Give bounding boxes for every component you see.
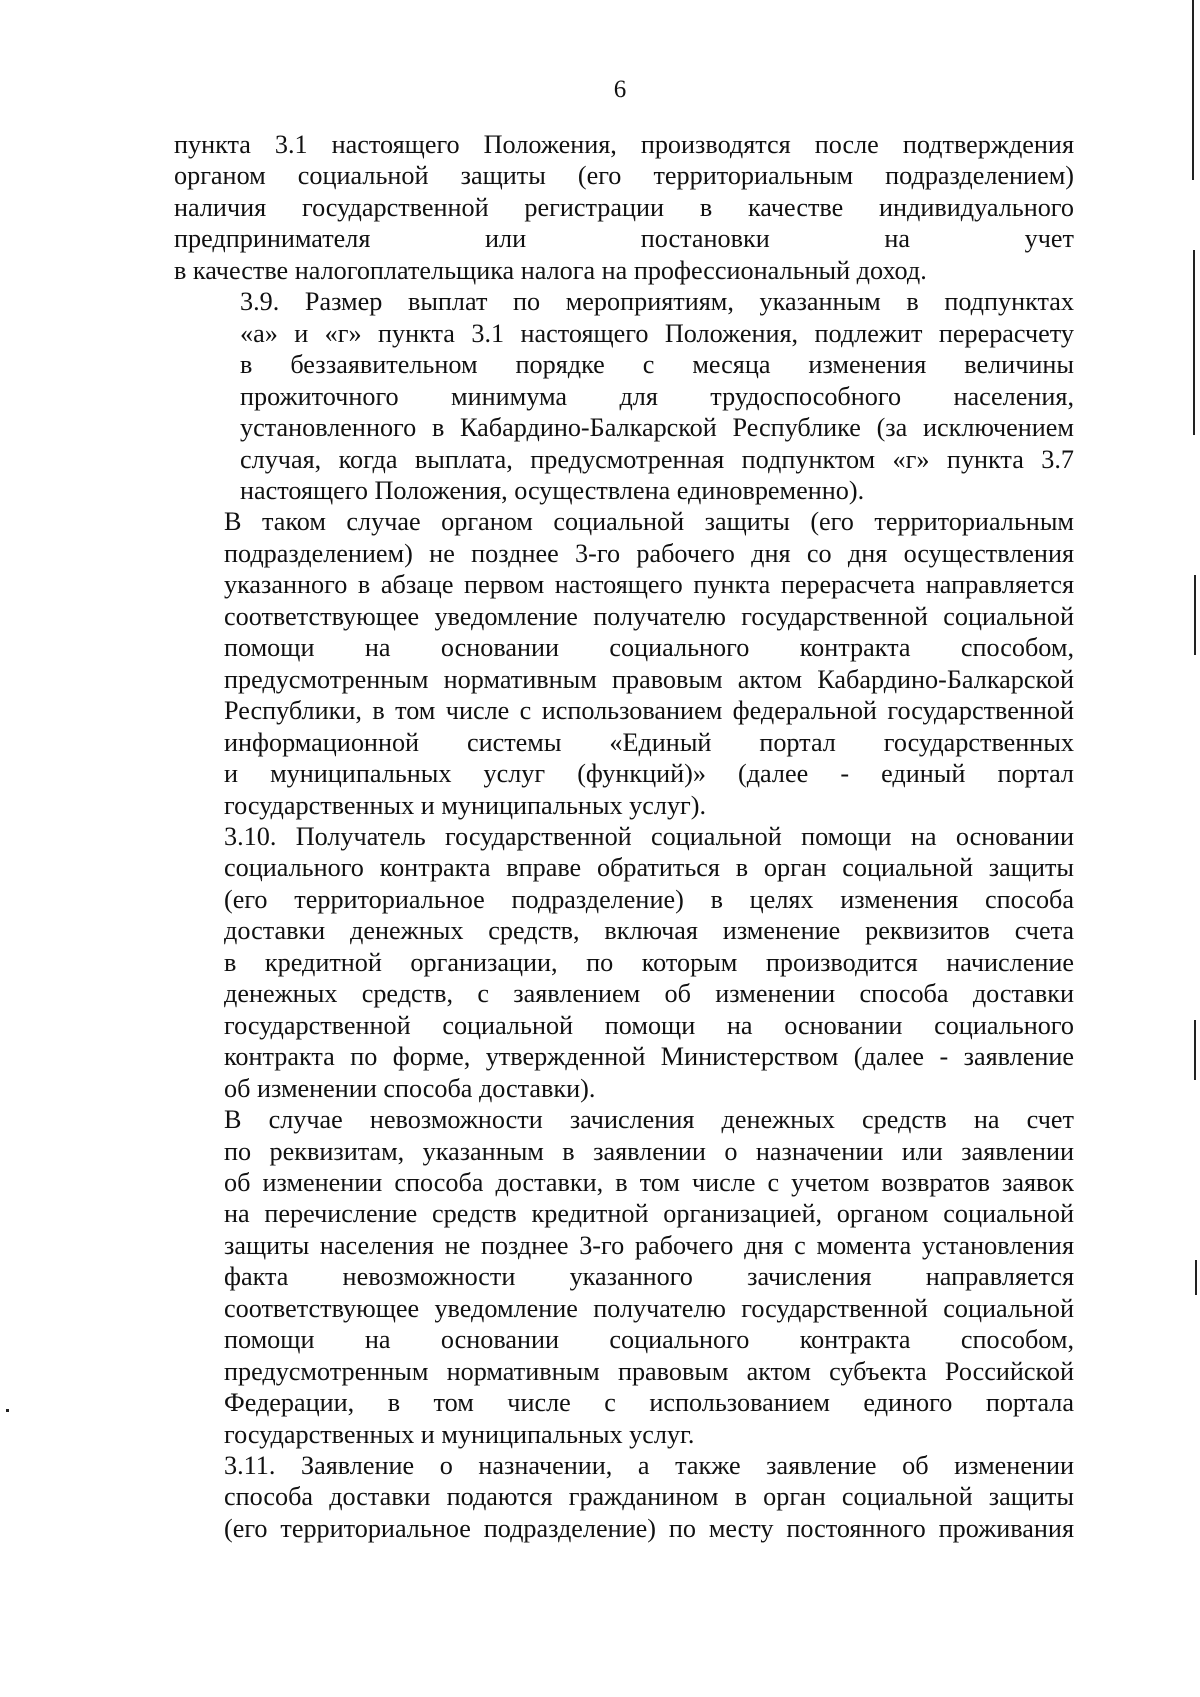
text-line: 3.10. Получатель государственной социальной помощи на основании bbox=[224, 821, 1074, 851]
scan-edge-mark bbox=[1192, 0, 1194, 180]
text-line: 3.11. Заявление о назначении, а также заявление об изменении bbox=[224, 1451, 1074, 1481]
paragraph-p-3-10-impossibility bbox=[174, 1104, 1074, 1450]
page-number: 6 bbox=[613, 76, 627, 103]
text-line: 3.9. Размер выплат по мероприятиям, указанным в подпунктах bbox=[240, 287, 1074, 317]
text-line: предусмотренным нормативным правовым актом Кабардино-Балкарской bbox=[224, 664, 1074, 694]
text-line: наличия государственной регистрации в качестве индивидуального bbox=[174, 192, 1074, 222]
text-line: случая, когда выплата, предусмотренная подпунктом «г» пункта 3.7 bbox=[240, 444, 1074, 474]
paragraph-p-continuation bbox=[174, 129, 1074, 286]
text-line: государственных и муниципальных услуг. bbox=[224, 1419, 695, 1449]
text-line: способа доставки подаются гражданином в орган социальной защиты bbox=[224, 1482, 1074, 1512]
text-line: в качестве налогоплательщика налога на профессиональный доход. bbox=[174, 255, 927, 285]
text-line: об изменении способа доставки). bbox=[224, 1073, 596, 1103]
text-line: денежных средств, с заявлением об изменении способа доставки bbox=[224, 979, 1074, 1009]
text-line: прожиточного минимума для трудоспособного населения, bbox=[240, 381, 1074, 411]
text-line: В таком случае органом социальной защиты (его территориальным bbox=[224, 507, 1074, 537]
text-line: на перечисление средств кредитной организацией, органом социальной bbox=[224, 1199, 1074, 1229]
text-line: информационной системы «Единый портал государственных bbox=[224, 727, 1074, 757]
text-line: помощи на основании социального контракта способом, bbox=[224, 633, 1074, 663]
text-line: контракта по форме, утвержденной Министерством (далее - заявление bbox=[224, 1042, 1074, 1072]
text-line: указанного в абзаце первом настоящего пункта перерасчета направляется bbox=[224, 570, 1074, 600]
text-line: (его территориальное подразделение) в целях изменения способа bbox=[224, 884, 1074, 914]
paragraph-p-3-10 bbox=[174, 821, 1074, 1104]
text-line: предусмотренным нормативным правовым актом субъекта Российской bbox=[224, 1356, 1074, 1386]
text-line: государственных и муниципальных услуг). bbox=[224, 790, 707, 820]
document-body bbox=[174, 129, 1074, 1544]
text-line: соответствующее уведомление получателю государственной социальной bbox=[224, 1293, 1074, 1323]
text-line: органом социальной защиты (его территориальным подразделением) bbox=[174, 161, 1074, 191]
scan-edge-mark bbox=[1193, 250, 1195, 435]
text-line: в беззаявительном порядке с месяца изменения величины bbox=[240, 350, 1074, 380]
text-line: «а» и «г» пункта 3.1 настоящего Положения, подлежит перерасчету bbox=[240, 318, 1074, 348]
text-line: по реквизитам, указанным в заявлении о назначении или заявлении bbox=[224, 1136, 1074, 1166]
text-line: и муниципальных услуг (функций)» (далее - единый портал bbox=[224, 759, 1074, 789]
text-line: Республики, в том числе с использованием федеральной государственной bbox=[224, 696, 1074, 726]
text-line: В случае невозможности зачисления денежных средств на счет bbox=[224, 1105, 1074, 1135]
scan-edge-mark bbox=[1194, 1020, 1196, 1080]
scan-edge-mark bbox=[1195, 1260, 1197, 1295]
text-line: доставки денежных средств, включая изменение реквизитов счета bbox=[224, 916, 1074, 946]
text-line: в кредитной организации, по которым производится начисление bbox=[224, 947, 1074, 977]
text-line: установленного в Кабардино-Балкарской Республике (за исключением bbox=[240, 413, 1074, 443]
text-line: факта невозможности указанного зачисления направляется bbox=[224, 1262, 1074, 1292]
text-line: настоящего Положения, осуществлена единовременно). bbox=[240, 475, 865, 505]
paragraph-p-3-9 bbox=[174, 286, 1074, 506]
scan-edge-mark bbox=[1194, 575, 1196, 655]
text-line: соответствующее уведомление получателю государственной социальной bbox=[224, 601, 1074, 631]
text-line: (его территориальное подразделение) по месту постоянного проживания bbox=[224, 1513, 1074, 1543]
text-line: Федерации, в том числе с использованием единого портала bbox=[224, 1388, 1074, 1418]
paragraph-p-3-11 bbox=[174, 1450, 1074, 1544]
text-line: помощи на основании социального контракта способом, bbox=[224, 1325, 1074, 1355]
text-line: предпринимателя или постановки на учет bbox=[174, 224, 1074, 254]
text-line: об изменении способа доставки, в том числе с учетом возвратов заявок bbox=[224, 1167, 1074, 1197]
text-line: пункта 3.1 настоящего Положения, производятся после подтверждения bbox=[174, 130, 1074, 159]
text-line: защиты населения не позднее 3-го рабочего дня с момента установления bbox=[224, 1230, 1074, 1260]
text-line: социального контракта вправе обратиться в орган социальной защиты bbox=[224, 853, 1074, 883]
scan-dot-mark bbox=[6, 1409, 9, 1412]
text-line: государственной социальной помощи на основании социального bbox=[224, 1010, 1074, 1040]
paragraph-p-3-9-notice bbox=[174, 506, 1074, 821]
text-line: подразделением) не позднее 3-го рабочего дня со дня осуществления bbox=[224, 538, 1074, 568]
